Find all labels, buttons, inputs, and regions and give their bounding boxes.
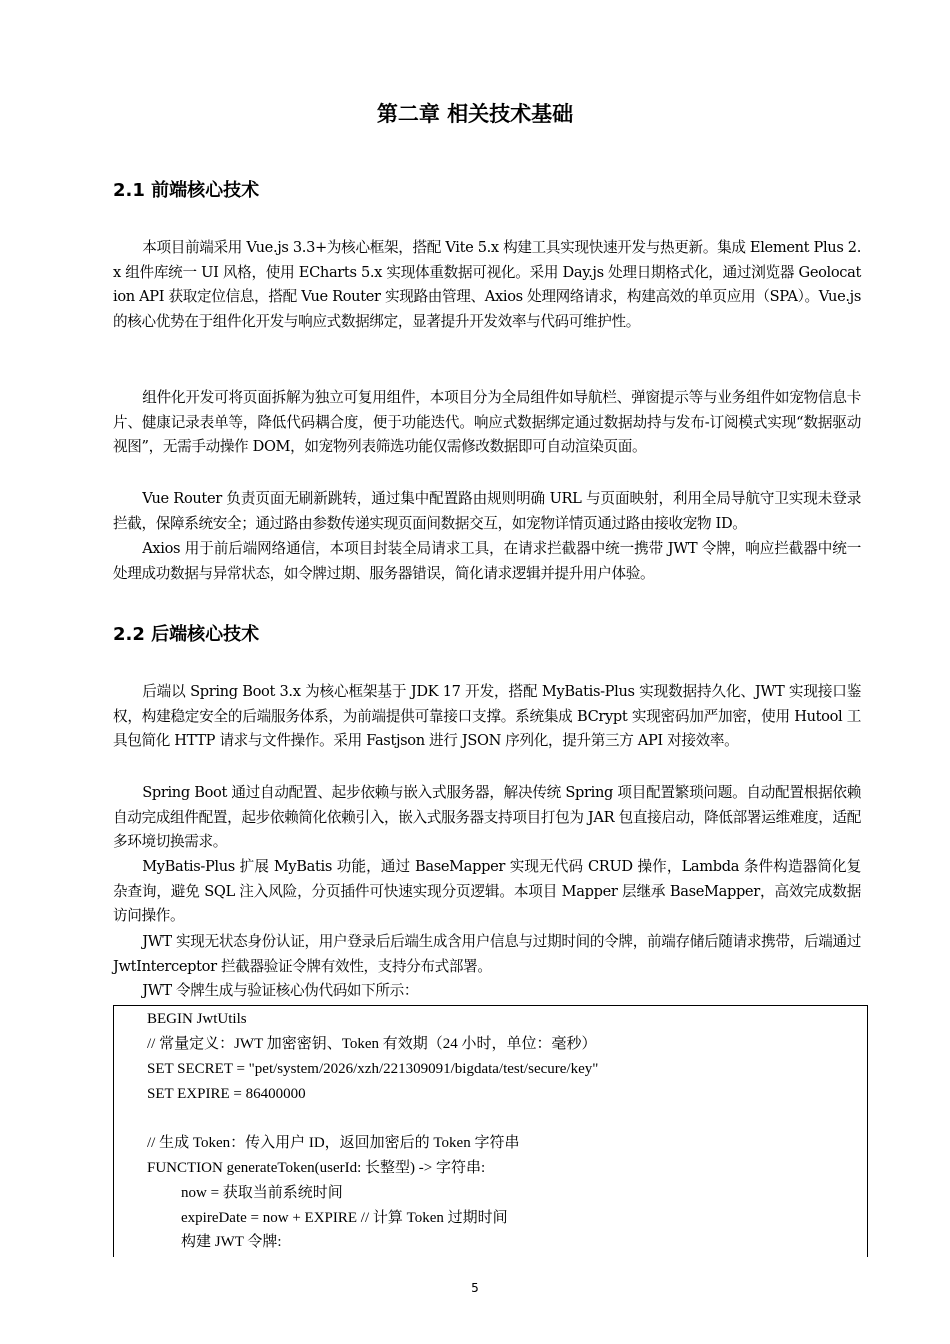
- code-line: expireDate = now + EXPIRE // 计算 Token 过期时间: [181, 1210, 508, 1226]
- code-line: FUNCTION generateToken(userId: 长整型) -> 字符串:: [147, 1160, 486, 1176]
- code-line: 构建 JWT 令牌:: [181, 1234, 282, 1250]
- paragraph: 组件化开发可将页面拆解为独立可复用组件，本项目分为全局组件如导航栏、弹窗提示等与业务组件如宠物信息卡片、健康记录表单等，降低代码耦合度，便于功能迭代。响应式数据绑定通过数据劫持与发布-订阅模式实现“数据驱动视图”，无需手动操作 DOM，如宠物列表筛选功能仅需修改数据即可自动渲染页面。: [113, 389, 861, 456]
- section-heading-backend: 2.2 后端核心技术: [113, 624, 260, 645]
- code-line: BEGIN JwtUtils: [147, 1011, 247, 1027]
- code-line: SET EXPIRE = 86400000: [147, 1086, 306, 1102]
- paragraph: Spring Boot 通过自动配置、起步依赖与嵌入式服务器，解决传统 Spring 项目配置繁琐问题。自动配置根据依赖自动完成组件配置，起步依赖简化依赖引入，嵌入式服务器支持项目打包为 JAR 包直接启动，降低部署运维难度，适配多环境切换需求。: [113, 784, 861, 851]
- code-line: now = 获取当前系统时间: [181, 1185, 343, 1201]
- paragraph: Vue Router 负责页面无刷新跳转，通过集中配置路由规则明确 URL 与页面映射，利用全局导航守卫实现未登录拦截，保障系统安全；通过路由参数传递实现页面间数据交互，如宠物详情页通过路由接收宠物 ID。: [113, 490, 861, 532]
- code-line: SET SECRET = "pet/system/2026/xzh/221309091/bigdata/test/secure/key": [147, 1061, 599, 1077]
- code-line: // 常量定义：JWT 加密密钥、Token 有效期（24 小时，单位：毫秒）: [147, 1036, 597, 1052]
- code-line: // 生成 Token：传入用户 ID，返回加密后的 Token 字符串: [147, 1135, 520, 1151]
- paragraph: MyBatis-Plus 扩展 MyBatis 功能，通过 BaseMapper 实现无代码 CRUD 操作，Lambda 条件构造器简化复杂查询，避免 SQL 注入风险，分页插件可快速实现分页逻辑。本项目 Mapper 层继承 BaseMapper，高效完成数据访问操作。: [113, 858, 861, 925]
- pseudocode-block: [113, 1005, 868, 1257]
- section-heading-frontend: 2.1 前端核心技术: [113, 180, 260, 201]
- paragraph: Axios 用于前后端网络通信，本项目封装全局请求工具，在请求拦截器中统一携带 JWT 令牌，响应拦截器中统一处理成功数据与异常状态，如令牌过期、服务器错误，简化请求逻辑并提升用户体验。: [113, 540, 861, 582]
- page-number: 5: [471, 1281, 479, 1295]
- paragraph: JWT 实现无状态身份认证，用户登录后后端生成含用户信息与过期时间的令牌，前端存储后随请求携带，后端通过 JwtInterceptor 拦截器验证令牌有效性，支持分布式部署。: [113, 933, 861, 975]
- paragraph: 本项目前端采用 Vue.js 3.3+为核心框架，搭配 Vite 5.x 构建工具实现快速开发与热更新。集成 Element Plus 2.x 组件库统一 UI 风格，使用 ECharts 5.x 实现体重数据可视化。采用 Day.js 处理日期格式化，通过浏览器 Geolocation API 获取定位信息，搭配 Vue Router 实现路由管理、Axios 处理网络请求，构建高效的单页应用（SPA）。Vue.js 的核心优势在于组件化开发与响应式数据绑定，显著提升开发效率与代码可维护性。: [113, 239, 861, 330]
- chapter-title: 第二章 相关技术基础: [376, 102, 574, 126]
- paragraph: JWT 令牌生成与验证核心伪代码如下所示：: [142, 982, 419, 999]
- paragraph: 后端以 Spring Boot 3.x 为核心框架基于 JDK 17 开发，搭配 MyBatis-Plus 实现数据持久化、JWT 实现接口鉴权，构建稳定安全的后端服务体系，为前端提供可靠接口支撑。系统集成 BCrypt 实现密码加严加密，使用 Hutool 工具包简化 HTTP 请求与文件操作。采用 Fastjson 进行 JSON 序列化，提升第三方 API 对接效率。: [113, 683, 861, 750]
